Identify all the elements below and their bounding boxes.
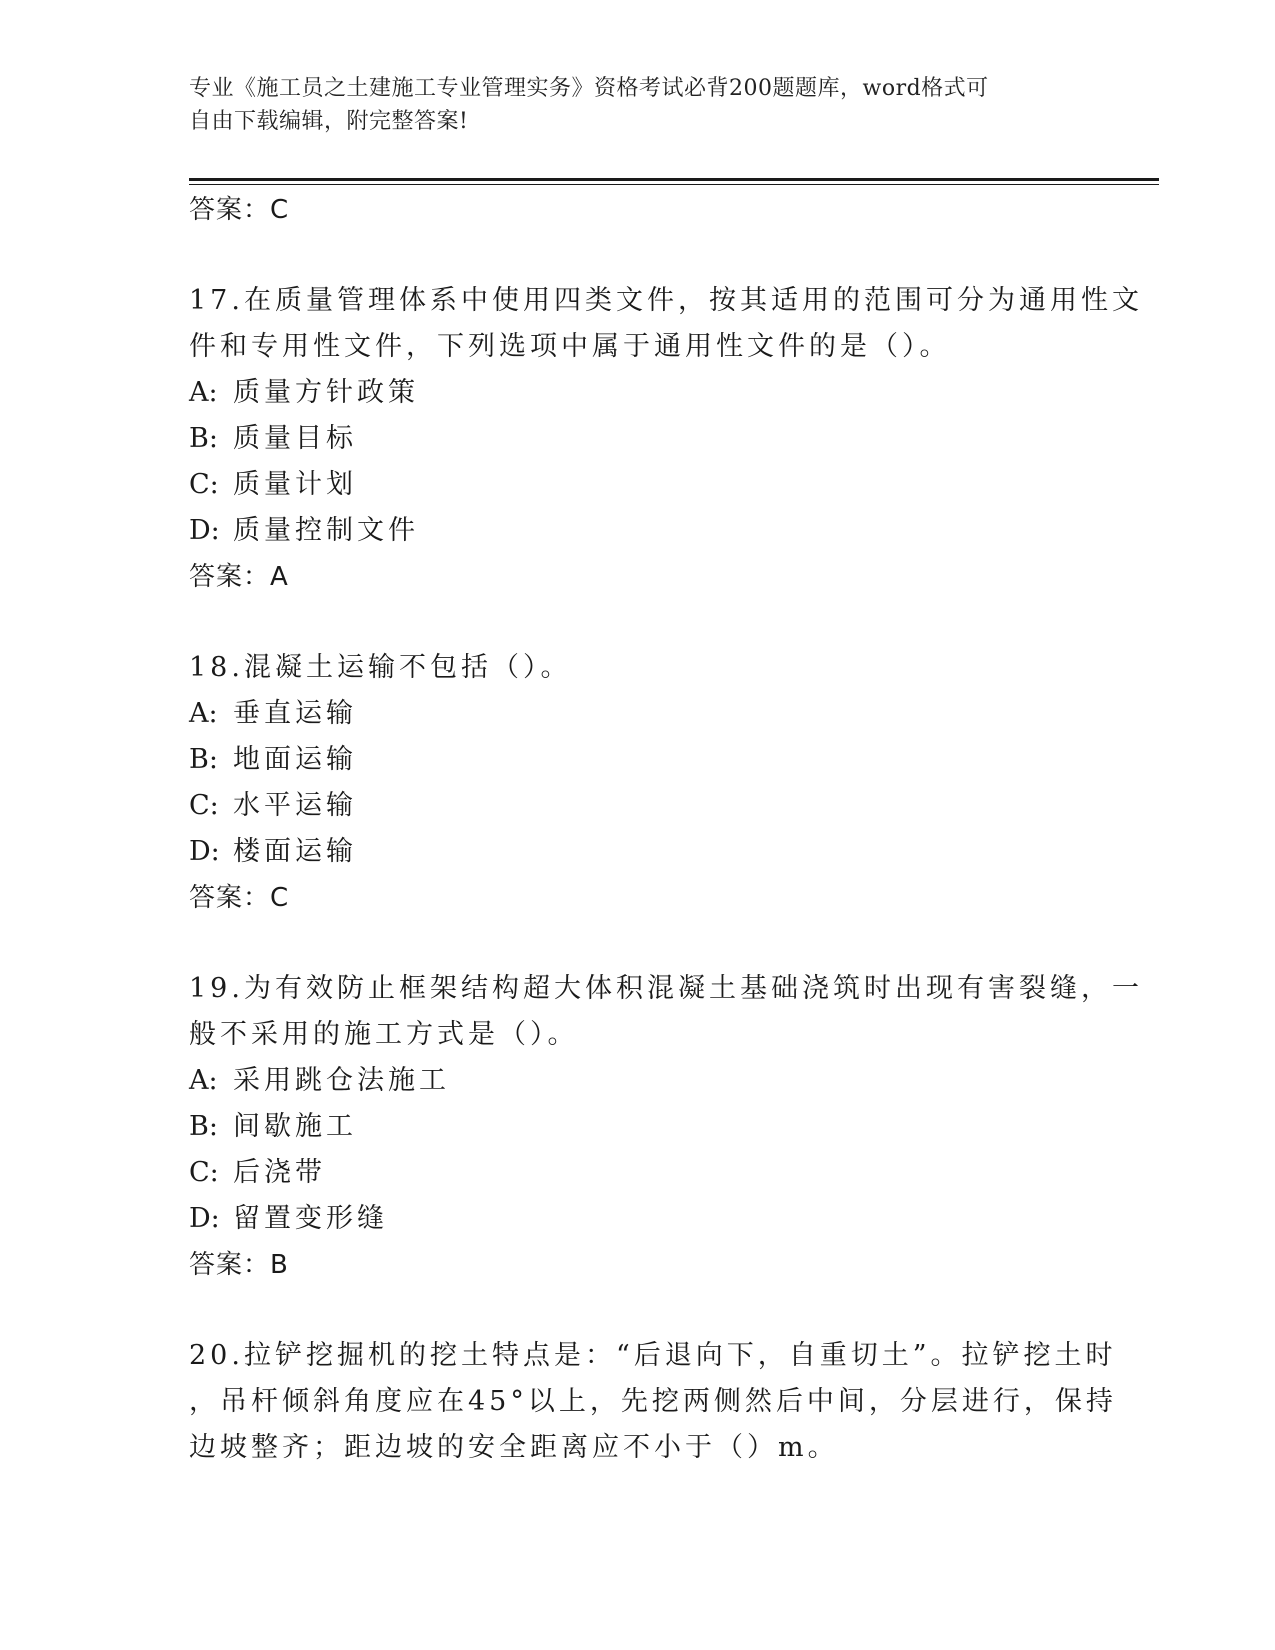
spacer	[189, 600, 1089, 645]
option-text: 楼面运输	[233, 836, 357, 867]
option-a	[189, 370, 1089, 416]
option-label: C:	[189, 1157, 219, 1188]
option-d	[189, 1196, 1089, 1242]
option-c	[189, 783, 1089, 829]
document-header	[189, 72, 1079, 138]
question-stem-line: 件和专用性文件，下列选项中属于通用性文件的是（）。	[189, 331, 951, 362]
header-rule-thin	[189, 184, 1159, 185]
option-d	[189, 508, 1089, 554]
option-c	[189, 462, 1089, 508]
spacer	[189, 233, 1089, 278]
option-c	[189, 1150, 1089, 1196]
option-label: D:	[189, 515, 220, 546]
option-text: 质量目标	[233, 423, 357, 454]
question-18	[189, 645, 1089, 921]
question-20	[189, 1333, 1117, 1471]
option-label: B:	[189, 1111, 218, 1142]
option-label: C:	[189, 469, 219, 500]
answer-line: 答案：A	[189, 562, 289, 592]
option-a	[189, 1058, 1089, 1104]
option-text: 采用跳仓法施工	[233, 1065, 450, 1096]
option-text: 地面运输	[233, 744, 357, 775]
option-text: 质量计划	[233, 469, 357, 500]
question-17	[189, 278, 1143, 600]
question-19	[189, 966, 1143, 1288]
question-stem-line: 19.为有效防止框架结构超大体积混凝土基础浇筑时出现有害裂缝，一	[189, 973, 1143, 1004]
spacer	[189, 1288, 1089, 1333]
option-b	[189, 1104, 1089, 1150]
header-rule-thick	[189, 178, 1159, 181]
answer-line: 答案：B	[189, 1250, 289, 1280]
question-stem-line: 20.拉铲挖掘机的挖土特点是：“后退向下，自重切土”。拉铲挖土时	[189, 1340, 1117, 1371]
option-a	[189, 691, 1089, 737]
option-label: A:	[189, 698, 218, 729]
question-list	[189, 187, 1143, 1471]
previous-answer: 答案：C	[189, 195, 290, 225]
option-text: 留置变形缝	[233, 1203, 388, 1234]
header-line-1: 专业《施工员之土建施工专业管理实务》资格考试必背200题题库，word格式可	[189, 76, 989, 101]
option-label: B:	[189, 744, 218, 775]
option-b	[189, 416, 1089, 462]
question-stem-line: 般不采用的施工方式是（）。	[189, 1019, 579, 1050]
question-stem-line: ，吊杆倾斜角度应在45°以上，先挖两侧然后中间，分层进行，保持	[189, 1386, 1117, 1417]
option-text: 质量控制文件	[233, 515, 419, 546]
option-text: 后浇带	[233, 1157, 326, 1188]
option-label: D:	[189, 836, 220, 867]
option-text: 垂直运输	[233, 698, 357, 729]
header-line-2: 自由下载编辑，附完整答案!	[189, 109, 469, 134]
question-stem-line: 18.混凝土运输不包括（）。	[189, 652, 572, 683]
option-text: 间歇施工	[233, 1111, 357, 1142]
option-text: 质量方针政策	[233, 377, 419, 408]
option-label: D:	[189, 1203, 220, 1234]
option-d	[189, 829, 1089, 875]
option-label: B:	[189, 423, 218, 454]
question-stem-line: 边坡整齐；距边坡的安全距离应不小于（）m。	[189, 1432, 839, 1463]
spacer	[189, 921, 1089, 966]
option-text: 水平运输	[233, 790, 357, 821]
option-label: A:	[189, 1065, 218, 1096]
option-label: A:	[189, 377, 218, 408]
option-label: C:	[189, 790, 219, 821]
option-b	[189, 737, 1089, 783]
answer-line: 答案：C	[189, 883, 290, 913]
question-stem-line: 17.在质量管理体系中使用四类文件，按其适用的范围可分为通用性文	[189, 285, 1143, 316]
